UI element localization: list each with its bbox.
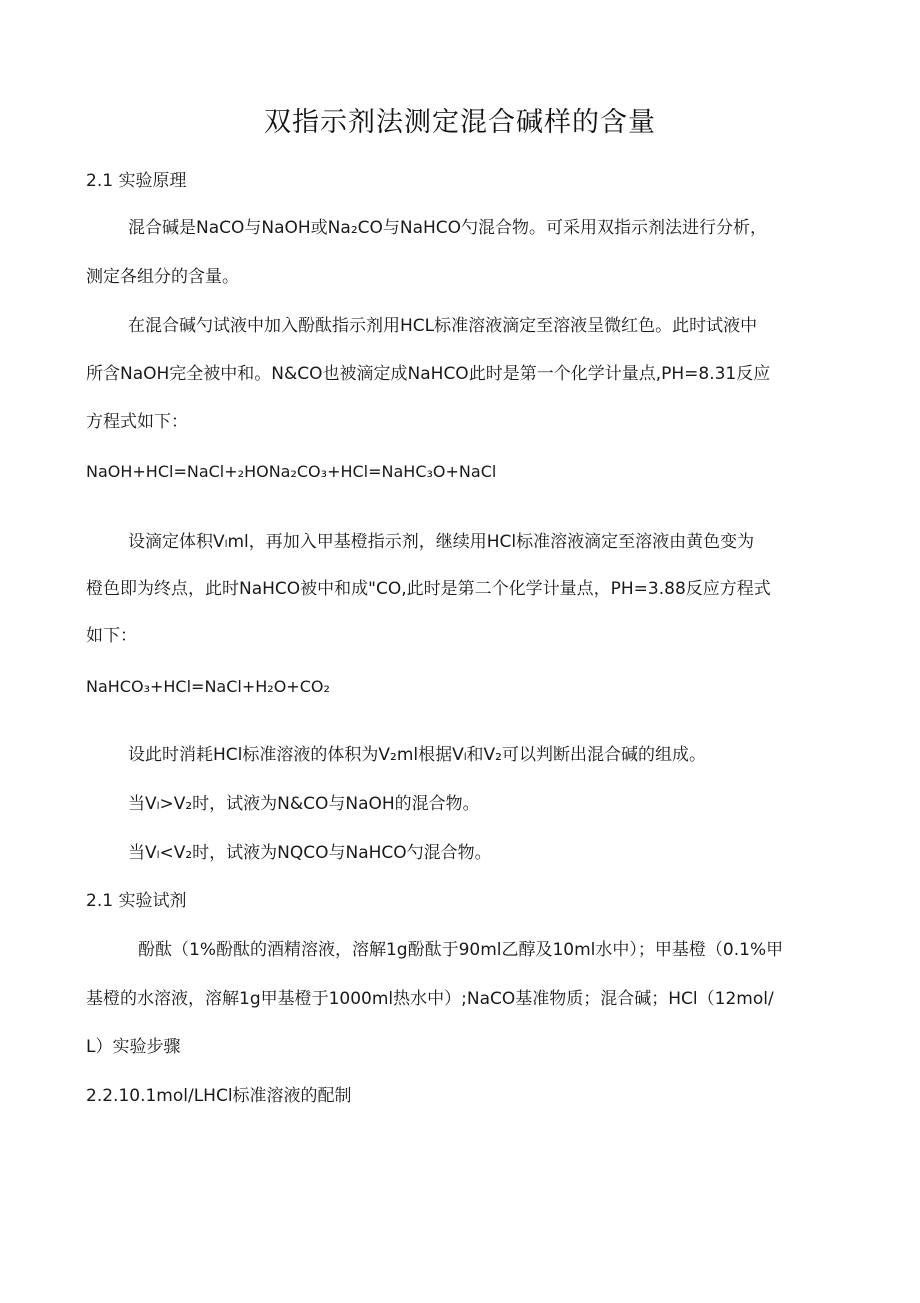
paragraph-line: 设滴定体积Vₗml，再加入甲基橙指示剂，继续用HCl标准溶液滴定至溶液由黄色变为 xyxy=(128,532,755,552)
paragraph-line: L）实验步骤 xyxy=(86,1037,181,1057)
document-title: 双指示剂法测定混合碱样的含量 xyxy=(264,107,656,138)
paragraph-line: 设此时消耗HCl标准溶液的体积为V₂ml根据Vₗ和V₂可以判断出混合碱的组成。 xyxy=(128,745,706,765)
paragraph-line: 当Vₗ<V₂时，试液为NQCO与NaHCO勺混合物。 xyxy=(128,843,492,863)
paragraph-line: 方程式如下： xyxy=(86,412,188,432)
paragraph-line: 酚酞（1%酚酞的酒精溶液，溶解1g酚酞于90ml乙醇及10ml水中）；甲基橙（0.1%甲 xyxy=(138,940,784,960)
paragraph-line: 橙色即为终点，此时NaHCO被中和成"CO,此时是第二个化学计量点，PH=3.88反应方程式 xyxy=(86,579,771,599)
paragraph-line: 测定各组分的含量。 xyxy=(86,267,239,287)
paragraph-line: 如下： xyxy=(86,626,137,646)
subsection-heading: 2.2.10.1mol/LHCl标准溶液的配制 xyxy=(86,1086,352,1106)
paragraph-line: 基橙的水溶液，溶解1g甲基橙于1000ml热水中）;NaCO基准物质；混合碱；HCl（12mol/ xyxy=(86,989,774,1009)
paragraph-line: 混合碱是NaCO与NaOH或Na₂CO与NaHCO勺混合物。可采用双指示剂法进行分析， xyxy=(128,218,768,238)
chemical-equation: NaHCO₃+HCl=NaCl+H₂O+CO₂ xyxy=(86,677,330,696)
section-heading-principle: 2.1 实验原理 xyxy=(86,171,187,191)
paragraph-line: 在混合碱勺试液中加入酚酞指示剂用HCL标准溶液滴定至溶液呈微红色。此时试液中 xyxy=(128,316,758,336)
section-heading-reagents: 2.1 实验试剂 xyxy=(86,891,187,911)
chemical-equation: NaOH+HCl=NaCl+₂HONa₂CO₃+HCl=NaHC₃O+NaCl xyxy=(86,462,497,481)
paragraph-line: 当Vₗ>V₂时，试液为N&CO与NaOH的混合物。 xyxy=(128,794,480,814)
paragraph-line: 所含NaOH完全被中和。N&CO也被滴定成NaHCO此时是第一个化学计量点,PH=8.31反应 xyxy=(86,364,771,384)
